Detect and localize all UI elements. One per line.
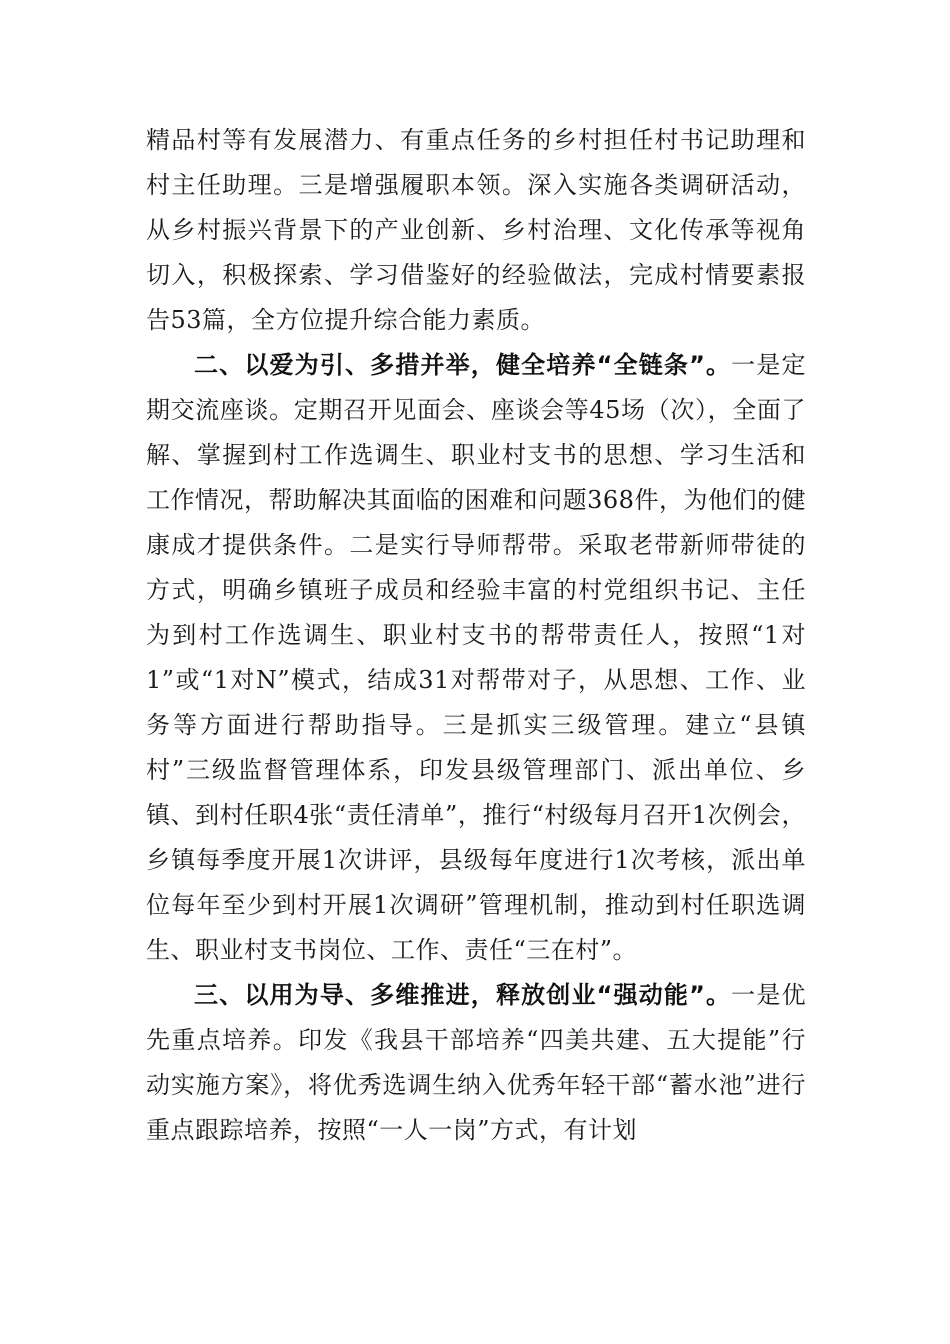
paragraph-section-two: [146, 343, 806, 973]
paragraph-text: 一是定期交流座谈。定期召开见面会、座谈会等45场（次），全面了解、掌握到村工作选调生、职业村支书的思想、学习生活和工作情况，帮助解决其面临的困难和问题368件，为他们的健康成才提供条件。二是实行导师帮带。采取老带新师带徒的方式，明确乡镇班子成员和经验丰富的村党组织书记、主任为到村工作选调生、职业村支书的帮带责任人，按照“1对1”或“1对N”模式，结成31对帮带对子，从思想、工作、业务等方面进行帮助指导。三是抓实三级管理。建立“县镇村”三级监督管理体系，印发县级管理部门、派出单位、乡镇、到村任职4张“责任清单”，推行“村级每月召开1次例会，乡镇每季度开展1次讲评，县级每年度进行1次考核，派出单位每年至少到村开展1次调研”管理机制，推动到村任职选调生、职业村支书岗位、工作、责任“三在村”。: [146, 351, 807, 964]
paragraph-text: 精品村等有发展潜力、有重点任务的乡村担任村书记助理和村主任助理。三是增强履职本领。深入实施各类调研活动，从乡村振兴背景下的产业创新、乡村治理、文化传承等视角切入，积极探索、学习借鉴好的经验做法，完成村情要素报告53篇，全方位提升综合能力素质。: [146, 126, 806, 334]
section-heading: 三、以用为导、多维推进，释放创业“强动能”。: [194, 981, 732, 1009]
paragraph-continuation: [146, 118, 806, 343]
paragraph-text: 一是优先重点培养。印发《我县干部培养“四美共建、五大提能”行动实施方案》，将优秀选调生纳入优秀年轻干部“蓄水池”进行重点跟踪培养，按照“一人一岗”方式，有计划: [146, 981, 807, 1144]
section-heading: 二、以爱为引、多措并举，健全培养“全链条”。: [194, 351, 732, 379]
document-body: [146, 118, 806, 1153]
paragraph-section-three: [146, 973, 806, 1153]
